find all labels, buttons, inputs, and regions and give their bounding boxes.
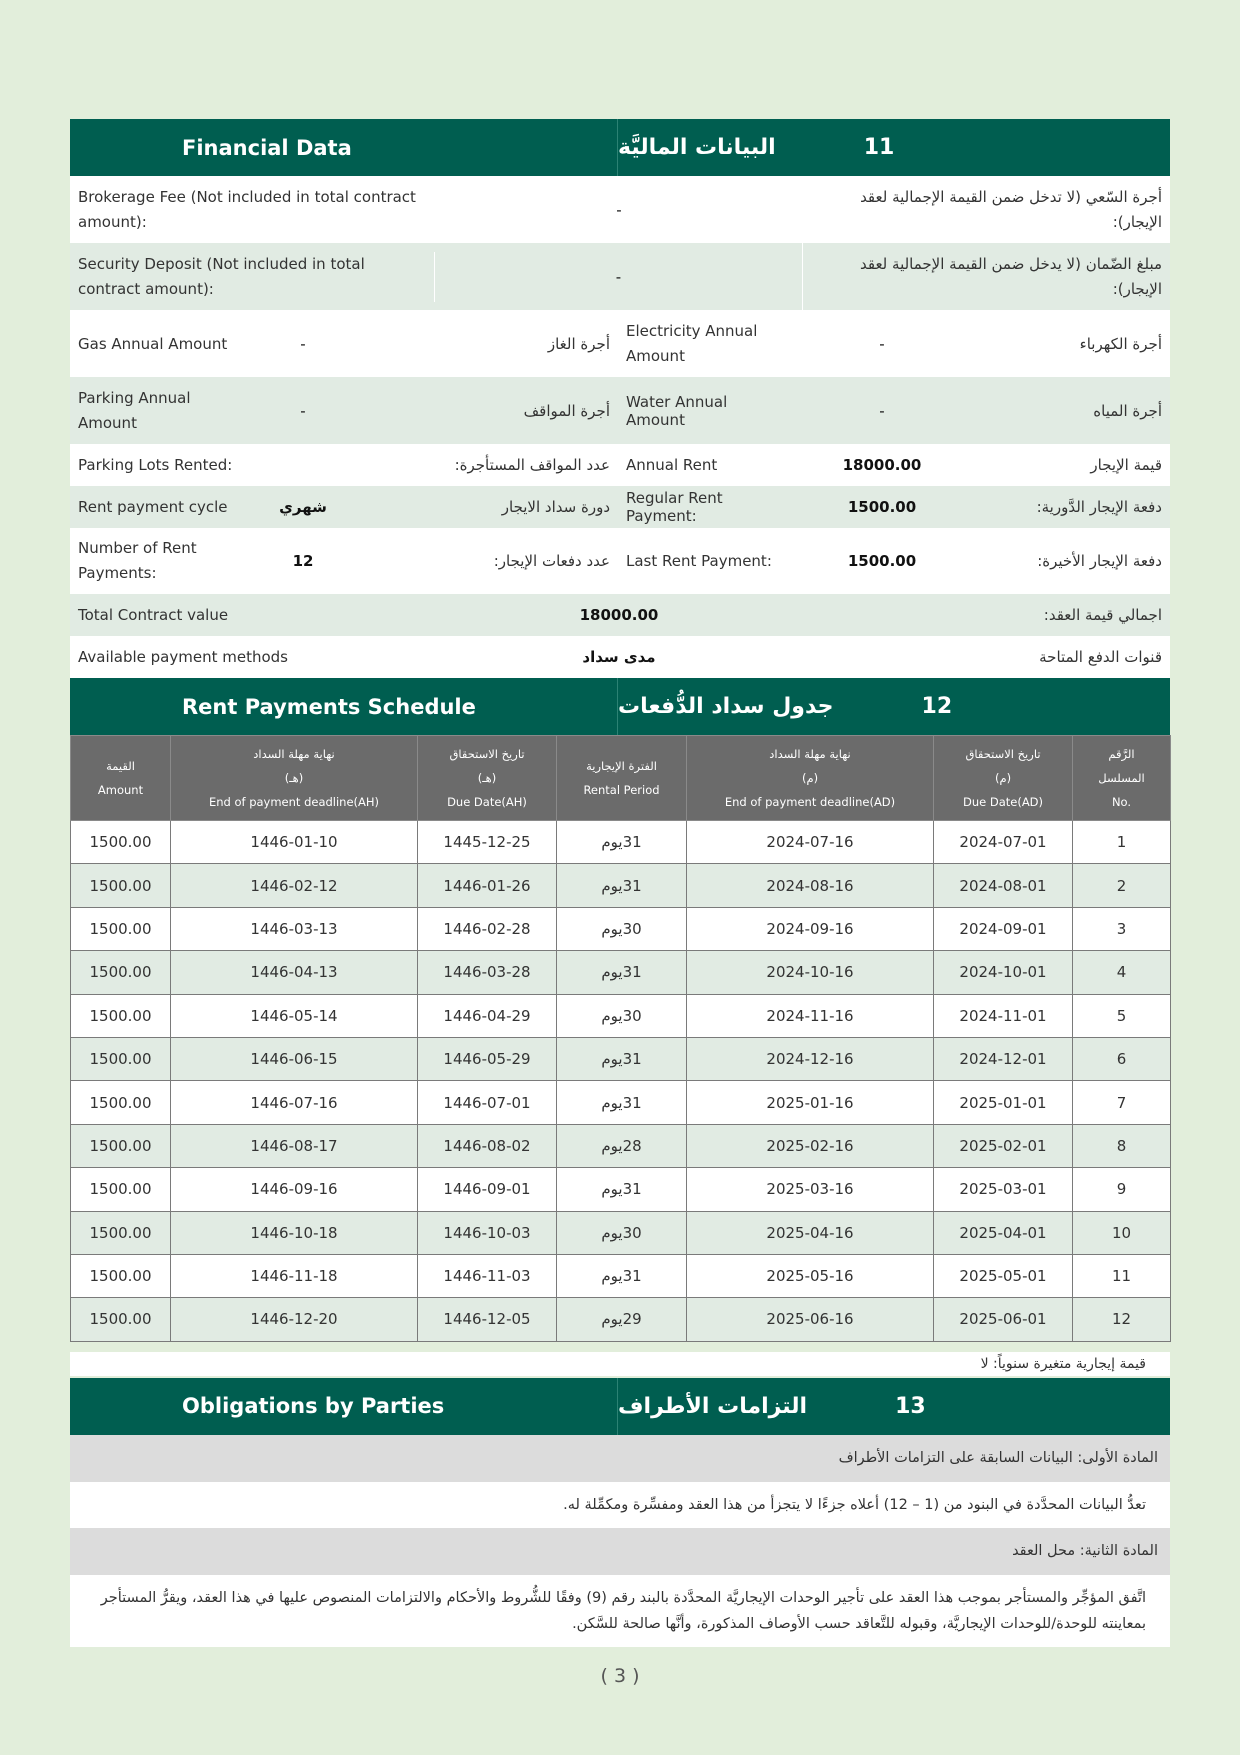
count-last-row: [70, 528, 1170, 594]
gas-electricity-row: [70, 310, 1170, 377]
col-end-ad-header: نهاية مهلة السداد (م) End of payment deadline(AD): [687, 736, 934, 821]
cell-amount: 1500.00: [71, 951, 171, 994]
table-row: [71, 1211, 1171, 1254]
cell-end-ad: 2025-01-16: [687, 1081, 934, 1124]
cycle-regular-row: [70, 486, 1170, 528]
table-row: [71, 951, 1171, 994]
water-value: -: [879, 401, 885, 420]
methods-row: [70, 636, 1170, 678]
article-2-body: اتَّفق المؤجِّر والمستأجر بموجب هذا العقد على تأجير الوحدات الإيجاريَّة المحدَّدة بالبند رقم (9) وفقًا للشُّروط والأحكام والالتزامات المنصوص عليها في هذا العقد، ويقرُّ المستأجر بمعاينته للوحدة/للوحدات الإيجاريَّة، وقبوله للتَّعاقد حسب الأوصاف المذكورة، وأنَّها صالحة للسَّكن.: [70, 1575, 1170, 1647]
annual-rent-label-ar: قيمة الإيجار: [1090, 456, 1162, 474]
cell-due-ah: 1446-11-03: [418, 1254, 557, 1297]
cell-period: 29يوم: [557, 1298, 687, 1341]
cell-amount: 1500.00: [71, 1168, 171, 1211]
total-label-en: Total Contract value: [78, 606, 229, 624]
gas-label-ar: أجرة الغاز: [547, 334, 610, 353]
cycle-value: شهري: [279, 498, 327, 516]
payments-count-label-ar: عدد دفعات الإيجار:: [493, 552, 610, 570]
annual-rent-value: 18000.00: [842, 456, 922, 474]
financial-section-number: 11: [863, 135, 895, 160]
table-row: [71, 1254, 1171, 1297]
schedule-section-number: 12: [921, 694, 953, 719]
cell-end-ad: 2024-12-16: [687, 1037, 934, 1080]
methods-label-en: Available payment methods: [78, 648, 288, 666]
cell-amount: 1500.00: [71, 994, 171, 1037]
table-row: [71, 907, 1171, 950]
methods-label-ar: قنوات الدفع المتاحة: [1039, 648, 1162, 666]
water-label-en: Water Annual Amount: [626, 392, 728, 429]
payments-count-label-en: Number of Rent Payments:: [78, 539, 197, 582]
schedule-title-ar: جدول سداد الدُّفعات: [618, 694, 834, 719]
variable-rent-note: قيمة إيجارية متغيرة سنوياً: لا: [70, 1352, 1170, 1376]
cell-end-ad: 2024-08-16: [687, 864, 934, 907]
last-payment-label-ar: دفعة الإيجار الأخيرة:: [1037, 552, 1162, 570]
electricity-label-en: Electricity Annual Amount: [626, 321, 758, 365]
cell-end-ah: 1446-08-17: [171, 1124, 418, 1167]
cell-end-ah: 1446-04-13: [171, 951, 418, 994]
cell-no: 12: [1073, 1298, 1171, 1341]
cell-period: 31يوم: [557, 1037, 687, 1080]
electricity-value: -: [879, 334, 885, 353]
cell-end-ah: 1446-09-16: [171, 1168, 418, 1211]
table-row: [71, 821, 1171, 864]
cell-period: 30يوم: [557, 907, 687, 950]
cell-no: 1: [1073, 821, 1171, 864]
cell-no: 10: [1073, 1211, 1171, 1254]
cell-due-ad: 2024-11-01: [934, 994, 1073, 1037]
regular-payment-label-ar: دفعة الإيجار الدَّورية:: [1036, 498, 1162, 516]
cell-end-ah: 1446-07-16: [171, 1081, 418, 1124]
col-due-ad-header: تاريخ الاستحقاق (م) Due Date(AD): [934, 736, 1073, 821]
parking-value: -: [300, 401, 306, 420]
cell-end-ah: 1446-05-14: [171, 994, 418, 1037]
cell-no: 2: [1073, 864, 1171, 907]
parking-water-row: [70, 377, 1170, 444]
total-value: 18000.00: [579, 606, 659, 624]
page-number: ( 3 ): [600, 1665, 640, 1687]
obligations-section-header: [70, 1378, 1170, 1435]
cell-no: 5: [1073, 994, 1171, 1037]
brokerage-value: -: [616, 200, 622, 219]
cell-end-ah: 1446-03-13: [171, 907, 418, 950]
cell-amount: 1500.00: [71, 1254, 171, 1297]
cell-due-ad: 2024-10-01: [934, 951, 1073, 994]
cell-amount: 1500.00: [71, 1124, 171, 1167]
cell-due-ad: 2025-02-01: [934, 1124, 1073, 1167]
lots-label-en: Parking Lots Rented:: [78, 456, 233, 474]
cell-due-ad: 2025-01-01: [934, 1081, 1073, 1124]
obligations-title-en: Obligations by Parties: [182, 1394, 445, 1419]
cell-due-ah: 1446-04-29: [418, 994, 557, 1037]
page-content: [70, 119, 1170, 1647]
cell-end-ad: 2024-11-16: [687, 994, 934, 1037]
schedule-section-header: [70, 678, 1170, 735]
cell-no: 4: [1073, 951, 1171, 994]
article-2-title: المادة الثانية: محل العقد: [70, 1528, 1170, 1575]
schedule-header-row: [71, 736, 1171, 821]
cycle-label-ar: دورة سداد الايجار: [501, 498, 610, 516]
col-due-ah-header: تاريخ الاستحقاق (هـ) Due Date(AH): [418, 736, 557, 821]
cell-due-ah: 1446-02-28: [418, 907, 557, 950]
brokerage-row: [70, 176, 1170, 243]
cell-amount: 1500.00: [71, 821, 171, 864]
electricity-label-ar: أجرة الكهرباء: [1079, 334, 1162, 353]
cell-period: 28يوم: [557, 1124, 687, 1167]
cell-end-ad: 2025-02-16: [687, 1124, 934, 1167]
deposit-row: [70, 243, 1170, 310]
cell-due-ad: 2025-04-01: [934, 1211, 1073, 1254]
water-label-ar: أجرة المياه: [1093, 401, 1162, 420]
deposit-label-ar: مبلغ الضّمان (لا يدخل ضمن القيمة الإجمالية لعقد الإيجار):: [859, 254, 1162, 298]
cell-no: 6: [1073, 1037, 1171, 1080]
table-row: [71, 994, 1171, 1037]
cell-end-ah: 1446-01-10: [171, 821, 418, 864]
cell-end-ah: 1446-12-20: [171, 1298, 418, 1341]
gas-value: -: [300, 334, 306, 353]
total-row: [70, 594, 1170, 636]
regular-payment-value: 1500.00: [847, 498, 917, 516]
last-payment-label-en: Last Rent Payment:: [626, 552, 772, 570]
lots-annual-row: [70, 444, 1170, 486]
cell-end-ah: 1446-06-15: [171, 1037, 418, 1080]
col-amount-header: القيمة Amount: [71, 736, 171, 821]
cell-end-ah: 1446-11-18: [171, 1254, 418, 1297]
cell-due-ah: 1446-09-01: [418, 1168, 557, 1211]
cell-end-ad: 2025-05-16: [687, 1254, 934, 1297]
cell-amount: 1500.00: [71, 907, 171, 950]
cell-no: 7: [1073, 1081, 1171, 1124]
cell-due-ah: 1446-03-28: [418, 951, 557, 994]
cell-no: 11: [1073, 1254, 1171, 1297]
cell-no: 3: [1073, 907, 1171, 950]
cell-amount: 1500.00: [71, 1298, 171, 1341]
regular-payment-label-en: Regular Rent Payment:: [626, 489, 723, 525]
cell-end-ah: 1446-10-18: [171, 1211, 418, 1254]
cell-amount: 1500.00: [71, 1081, 171, 1124]
cell-due-ad: 2025-06-01: [934, 1298, 1073, 1341]
table-row: [71, 1037, 1171, 1080]
cell-period: 31يوم: [557, 1168, 687, 1211]
cell-end-ad: 2025-04-16: [687, 1211, 934, 1254]
cell-due-ad: 2024-07-01: [934, 821, 1073, 864]
table-row: [71, 864, 1171, 907]
cell-amount: 1500.00: [71, 1211, 171, 1254]
gas-label-en: Gas Annual Amount: [78, 334, 228, 353]
deposit-value: -: [435, 243, 803, 310]
cell-due-ad: 2025-03-01: [934, 1168, 1073, 1211]
cell-period: 30يوم: [557, 1211, 687, 1254]
annual-rent-label-en: Annual Rent: [626, 456, 718, 474]
financial-title-ar: البيانات الماليَّة: [618, 135, 776, 160]
obligations-section-number: 13: [895, 1393, 926, 1419]
cell-no: 8: [1073, 1124, 1171, 1167]
brokerage-label-ar: أجرة السّعي (لا تدخل ضمن القيمة الإجمالية لعقد الإيجار):: [860, 187, 1162, 231]
cell-no: 9: [1073, 1168, 1171, 1211]
cell-period: 30يوم: [557, 994, 687, 1037]
parking-label-en: Parking Annual Amount: [78, 388, 191, 432]
cell-due-ad: 2024-12-01: [934, 1037, 1073, 1080]
payments-count-value: 12: [292, 552, 314, 570]
table-row: [71, 1124, 1171, 1167]
cell-due-ad: 2024-08-01: [934, 864, 1073, 907]
cell-period: 31يوم: [557, 1081, 687, 1124]
table-row: [71, 1298, 1171, 1341]
col-end-ah-header: نهاية مهلة السداد (هـ) End of payment deadline(AH): [171, 736, 418, 821]
obligations-title-ar: التزامات الأطراف: [618, 1393, 808, 1419]
cell-amount: 1500.00: [71, 1037, 171, 1080]
article-1-body: تعدُّ البيانات المحدَّدة في البنود من (1 – 12) أعلاه جزءًا لا يتجزأ من هذا العقد ومفسِّرة ومكمِّلة له.: [70, 1482, 1170, 1528]
cell-due-ad: 2024-09-01: [934, 907, 1073, 950]
methods-value: مدى سداد: [582, 648, 656, 666]
last-payment-value: 1500.00: [847, 552, 917, 570]
col-no-header: الرَّقم المسلسل No.: [1073, 736, 1171, 821]
cell-period: 31يوم: [557, 951, 687, 994]
cell-period: 31يوم: [557, 1254, 687, 1297]
parking-label-ar: أجرة المواقف: [523, 401, 610, 420]
cell-due-ah: 1446-08-02: [418, 1124, 557, 1167]
cell-end-ad: 2024-10-16: [687, 951, 934, 994]
cell-end-ah: 1446-02-12: [171, 864, 418, 907]
payments-schedule-table: [70, 735, 1171, 1342]
cell-end-ad: 2025-06-16: [687, 1298, 934, 1341]
cell-period: 31يوم: [557, 821, 687, 864]
cell-due-ad: 2025-05-01: [934, 1254, 1073, 1297]
cell-amount: 1500.00: [71, 864, 171, 907]
col-period-header: الفترة الإيجارية Rental Period: [557, 736, 687, 821]
cell-due-ah: 1445-12-25: [418, 821, 557, 864]
financial-title-en: Financial Data: [182, 135, 352, 160]
brokerage-label-en: Brokerage Fee (Not included in total contract amount):: [78, 187, 416, 231]
financial-section-header: [70, 119, 1170, 176]
cell-end-ad: 2025-03-16: [687, 1168, 934, 1211]
cell-end-ad: 2024-09-16: [687, 907, 934, 950]
cell-end-ad: 2024-07-16: [687, 821, 934, 864]
cell-due-ah: 1446-10-03: [418, 1211, 557, 1254]
cycle-label-en: Rent payment cycle: [78, 498, 228, 516]
table-row: [71, 1168, 1171, 1211]
table-row: [71, 1081, 1171, 1124]
deposit-label-en: Security Deposit (Not included in total contract amount):: [70, 252, 435, 302]
total-label-ar: اجمالي قيمة العقد:: [1043, 606, 1162, 624]
lots-label-ar: عدد المواقف المستأجرة:: [454, 456, 610, 474]
schedule-title-en: Rent Payments Schedule: [182, 694, 476, 719]
article-1-title: المادة الأولى: البيانات السابقة على التزامات الأطراف: [70, 1435, 1170, 1482]
cell-due-ah: 1446-07-01: [418, 1081, 557, 1124]
cell-due-ah: 1446-01-26: [418, 864, 557, 907]
cell-due-ah: 1446-05-29: [418, 1037, 557, 1080]
cell-period: 31يوم: [557, 864, 687, 907]
cell-due-ah: 1446-12-05: [418, 1298, 557, 1341]
